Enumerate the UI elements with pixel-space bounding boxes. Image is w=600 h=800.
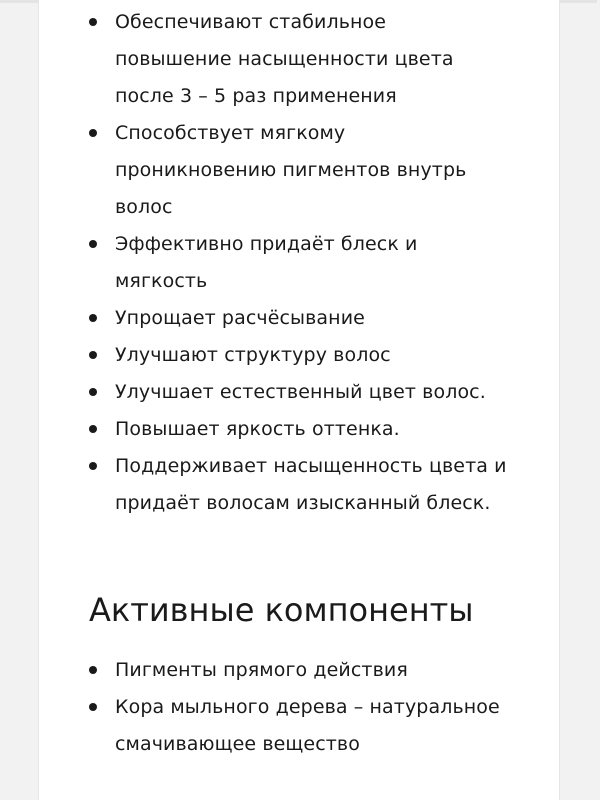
- list-item-text: Поддерживает насыщенность цвета и придаёт волосам изысканный блеск.: [115, 455, 507, 514]
- bullet-icon: [89, 129, 97, 137]
- bullet-icon: [89, 388, 97, 396]
- list-item: [87, 300, 507, 337]
- list-item-text: Улучшают структуру волос: [115, 344, 391, 366]
- product-description-card: [38, 0, 560, 800]
- bullet-icon: [89, 314, 97, 322]
- list-item: [87, 337, 507, 374]
- list-item-text: Эффективно придаёт блеск и мягкость: [115, 233, 418, 292]
- list-item: [87, 411, 507, 448]
- list-item-text: Обеспечивают стабильное повышение насыщенности цвета после 3 – 5 раз применения: [115, 11, 454, 107]
- list-item-text: Упрощает расчёсывание: [115, 307, 365, 329]
- active-components-heading: Активные компоненты: [89, 591, 474, 629]
- active-components-list: [87, 652, 507, 763]
- list-item: [87, 448, 507, 522]
- list-item: [87, 689, 507, 763]
- list-item: [87, 226, 507, 300]
- bullet-icon: [89, 18, 97, 26]
- list-item: [87, 652, 507, 689]
- list-item-text: Способствует мягкому проникновению пигментов внутрь волос: [115, 122, 467, 218]
- bullet-icon: [89, 666, 97, 674]
- list-item: [87, 374, 507, 411]
- benefits-list: [87, 4, 507, 522]
- list-item-text: Пигменты прямого действия: [115, 659, 408, 681]
- bullet-icon: [89, 240, 97, 248]
- list-item-text: Кора мыльного дерева – натуральное смачивающее вещество: [115, 696, 500, 755]
- list-item: [87, 115, 507, 226]
- bullet-icon: [89, 351, 97, 359]
- list-item: [87, 4, 507, 115]
- list-item-text: Улучшает естественный цвет волос.: [115, 381, 486, 403]
- bullet-icon: [89, 425, 97, 433]
- bullet-icon: [89, 462, 97, 470]
- list-item-text: Повышает яркость оттенка.: [115, 418, 400, 440]
- bullet-icon: [89, 703, 97, 711]
